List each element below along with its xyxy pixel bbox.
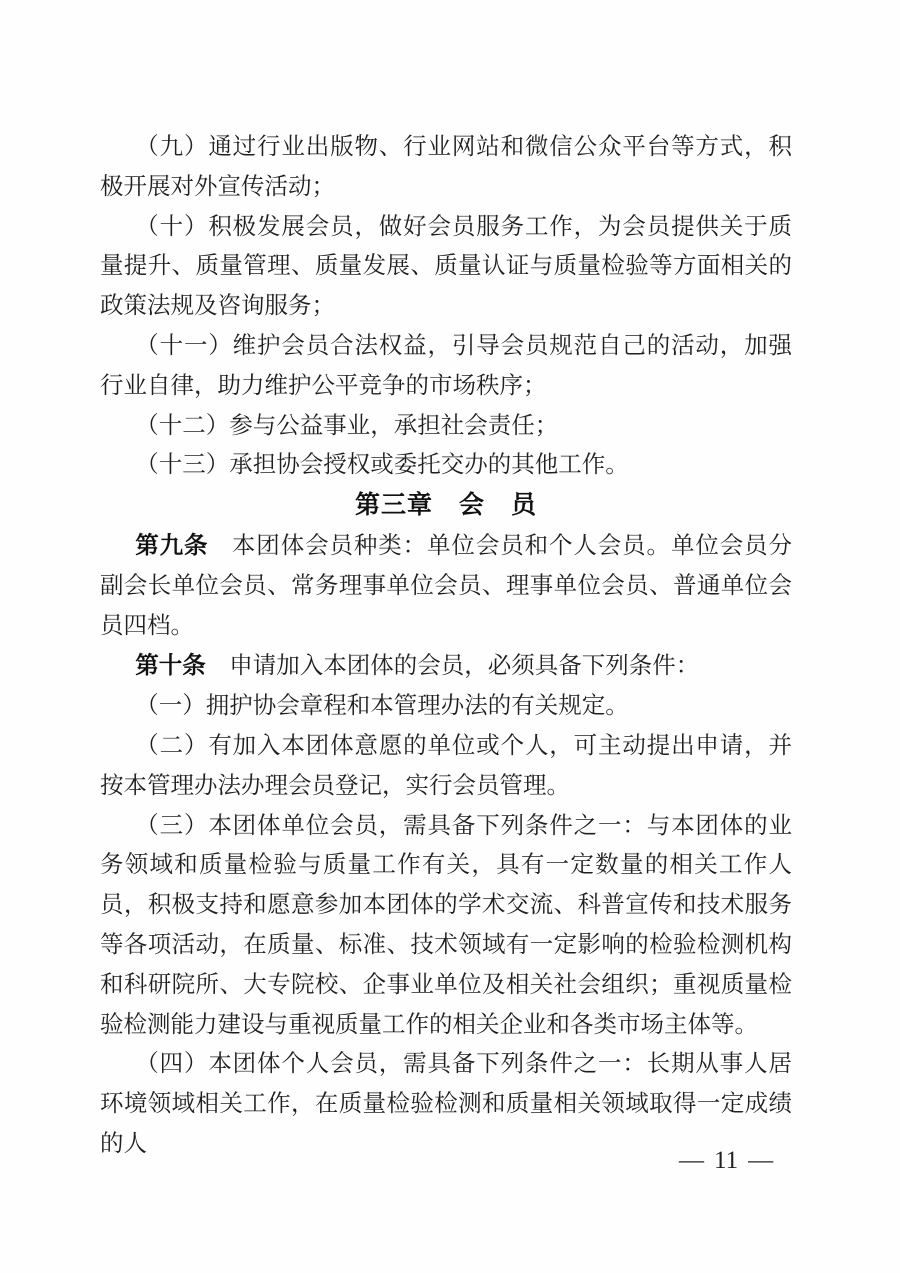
footer-dash-right: — xyxy=(748,1147,774,1174)
paragraph: （十二）参与公益事业，承担社会责任； xyxy=(135,412,559,439)
document-body xyxy=(100,128,792,1165)
page-footer xyxy=(674,1147,778,1175)
page-number: 11 xyxy=(714,1147,739,1174)
footer-dash-left: — xyxy=(679,1147,704,1174)
paragraph: （十三）承担协会授权或委托交办的其他工作。 xyxy=(135,452,629,479)
paragraph: （十）积极发展会员，做好会员服务工作，为会员提供关于质量提升、质量管理、质量发展、质量认证与质量检验等方面相关的政策法规及咨询服务； xyxy=(100,213,792,320)
article-number: 第九条 xyxy=(135,531,209,558)
chapter-heading: 第三章 会 员 xyxy=(354,491,537,520)
article-paragraph xyxy=(100,646,792,687)
article-text: 本团体会员种类：单位会员和个人会员。单位会员分副会长单位会员、常务理事单位会员、理事单位会员、普通单位会员四档。 xyxy=(100,532,793,639)
paragraphs-container xyxy=(100,128,792,1165)
paragraph: （十一）维护会员合法权益，引导会员规范自己的活动，加强行业自律，助力维护公平竞争的市场秩序； xyxy=(100,332,792,399)
paragraph: （九）通过行业出版物、行业网站和微信公众平台等方式，积极开展对外宣传活动； xyxy=(100,134,792,200)
paragraph: （四）本团体个人会员，需具备下列条件之一：长期从事人居环境领域相关工作，在质量检验检测和质量相关领域取得一定成绩的人 xyxy=(100,1051,792,1157)
article-paragraph xyxy=(100,526,792,646)
article-text: 申请加入本团体的会员，必须具备下列条件： xyxy=(229,653,700,680)
paragraph: （三）本团体单位会员，需具备下列条件之一：与本团体的业务领域和质量检验与质量工作有关，具有一定数量的相关工作人员，积极支持和愿意参加本团体的学术交流、科普宣传和技术服务等各项活动，在质量、标准、技术领域有一定影响的检验检测机构和科研院所、大专院校、企事业单位及相关社会组织；重视质量检验检测能力建设与重视质量工作的相关企业和各类市场主体等。 xyxy=(100,812,792,1038)
article-number: 第十条 xyxy=(135,652,206,679)
paragraph: （二）有加入本团体意愿的单位或个人，可主动提出申请，并按本管理办法办理会员登记，实行会员管理。 xyxy=(100,732,792,799)
paragraph: （一）拥护协会章程和本管理办法的有关规定。 xyxy=(135,693,629,720)
